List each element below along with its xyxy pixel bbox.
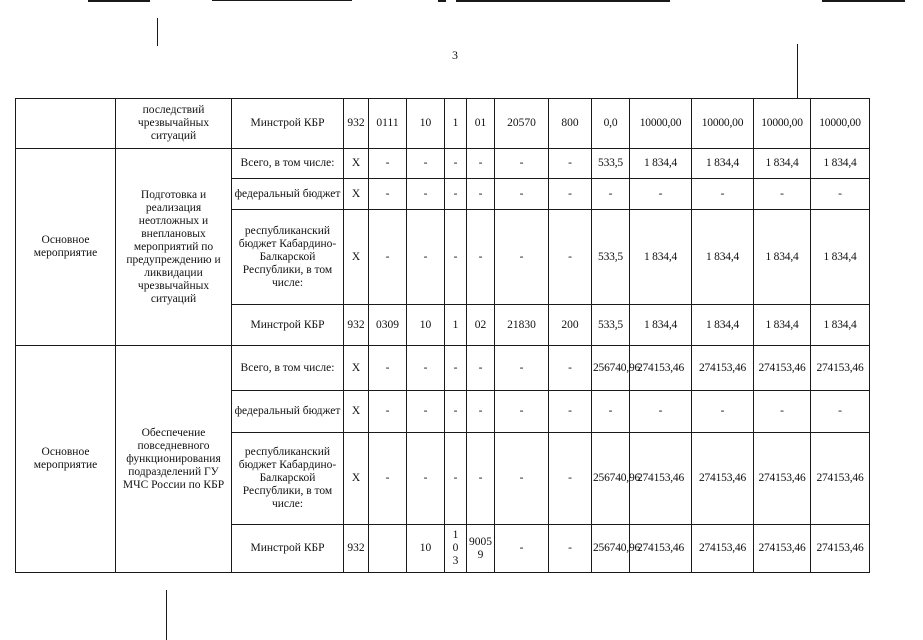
- amount-cell: -: [754, 391, 811, 433]
- amount-cell: 256740,96: [592, 525, 630, 573]
- table-row: [16, 346, 923, 391]
- vr-cell: -: [549, 433, 592, 525]
- rzpr-cell: [369, 525, 407, 573]
- scan-line: [456, 0, 670, 2]
- program-cell: 10: [407, 305, 445, 346]
- direction-cell: -: [495, 179, 549, 210]
- amount-cell: -: [811, 391, 870, 433]
- amount-cell: 533,5: [592, 149, 630, 179]
- program-cell: 10: [407, 99, 445, 149]
- vr-cell: -: [549, 149, 592, 179]
- grbs-cell: X: [344, 391, 369, 433]
- source-cell: Всего, в том числе:: [232, 346, 344, 391]
- type-cell: Основное мероприятие: [16, 346, 116, 573]
- amount-cell: 1 834,4: [754, 305, 811, 346]
- rzpr-cell: -: [369, 149, 407, 179]
- source-cell: федеральный бюджет: [232, 179, 344, 210]
- amount-cell: 1 834,4: [692, 305, 754, 346]
- scan-line: [88, 0, 150, 2]
- subprogram-cell: 1: [445, 305, 467, 346]
- subprogram-cell: -: [445, 391, 467, 433]
- event-cell: -: [467, 149, 495, 179]
- program-cell: -: [407, 346, 445, 391]
- amount-cell: 10000,00: [754, 99, 811, 149]
- subprogram-cell: -: [445, 210, 467, 305]
- source-cell: республиканский бюджет Кабардино-Балкарской Республики, в том числе:: [232, 433, 344, 525]
- source-cell: Минстрой КБР: [232, 525, 344, 573]
- amount-cell: -: [630, 179, 692, 210]
- direction-cell: -: [495, 149, 549, 179]
- grbs-cell: 932: [344, 99, 369, 149]
- source-cell: Минстрой КБР: [232, 99, 344, 149]
- rzpr-cell: -: [369, 210, 407, 305]
- amount-cell: 274153,46: [811, 525, 870, 573]
- source-cell: федеральный бюджет: [232, 391, 344, 433]
- vr-cell: -: [549, 346, 592, 391]
- amount-cell: 274153,46: [754, 346, 811, 391]
- amount-cell: 1 834,4: [754, 210, 811, 305]
- grbs-cell: X: [344, 149, 369, 179]
- grbs-cell: X: [344, 346, 369, 391]
- program-cell: -: [407, 179, 445, 210]
- amount-cell: -: [811, 179, 870, 210]
- amount-cell: 274153,46: [630, 346, 692, 391]
- vr-cell: 800: [549, 99, 592, 149]
- source-cell: Минстрой КБР: [232, 305, 344, 346]
- event-cell: 9005 9: [467, 525, 495, 573]
- scan-line: [157, 18, 158, 46]
- type-cell: [16, 99, 116, 149]
- rzpr-cell: -: [369, 346, 407, 391]
- amount-cell: 0,0: [592, 99, 630, 149]
- direction-cell: -: [495, 346, 549, 391]
- grbs-cell: 932: [344, 525, 369, 573]
- amount-cell: 274153,46: [754, 433, 811, 525]
- event-cell: -: [467, 433, 495, 525]
- table-row: [16, 99, 923, 149]
- program-cell: -: [407, 210, 445, 305]
- subprogram-cell: -: [445, 179, 467, 210]
- amount-cell: 1 834,4: [630, 149, 692, 179]
- amount-cell: 274153,46: [692, 433, 754, 525]
- event-cell: -: [467, 391, 495, 433]
- vr-cell: -: [549, 210, 592, 305]
- direction-cell: 21830: [495, 305, 549, 346]
- amount-cell: 274153,46: [811, 346, 870, 391]
- event-cell: -: [467, 210, 495, 305]
- amount-cell: 10000,00: [811, 99, 870, 149]
- vr-cell: 200: [549, 305, 592, 346]
- type-cell: Основное мероприятие: [16, 149, 116, 346]
- amount-cell: 1 834,4: [811, 210, 870, 305]
- amount-cell: 10000,00: [630, 99, 692, 149]
- amount-cell: 1 834,4: [754, 149, 811, 179]
- event-cell: -: [467, 346, 495, 391]
- amount-cell: 1 834,4: [811, 149, 870, 179]
- event-cell: -: [467, 179, 495, 210]
- amount-cell: -: [754, 179, 811, 210]
- rzpr-cell: 0111: [369, 99, 407, 149]
- subprogram-cell: 1: [445, 99, 467, 149]
- scan-line: [797, 44, 798, 98]
- scan-line: [438, 0, 446, 2]
- grbs-cell: X: [344, 179, 369, 210]
- amount-cell: 274153,46: [692, 525, 754, 573]
- amount-cell: 274153,46: [754, 525, 811, 573]
- amount-cell: -: [592, 391, 630, 433]
- grbs-cell: X: [344, 210, 369, 305]
- program-cell: -: [407, 391, 445, 433]
- amount-cell: 1 834,4: [630, 210, 692, 305]
- amount-cell: 533,5: [592, 305, 630, 346]
- event-cell: 02: [467, 305, 495, 346]
- amount-cell: 256740,96: [592, 433, 630, 525]
- grbs-cell: X: [344, 433, 369, 525]
- direction-cell: -: [495, 525, 549, 573]
- vr-cell: -: [549, 525, 592, 573]
- direction-cell: -: [495, 391, 549, 433]
- amount-cell: 1 834,4: [692, 210, 754, 305]
- amount-cell: 1 834,4: [630, 305, 692, 346]
- subprogram-cell: 1 0 3: [445, 525, 467, 573]
- amount-cell: 256740,96: [592, 346, 630, 391]
- event-cell: 01: [467, 99, 495, 149]
- grbs-cell: 932: [344, 305, 369, 346]
- vr-cell: -: [549, 391, 592, 433]
- subprogram-cell: -: [445, 433, 467, 525]
- amount-cell: 10000,00: [692, 99, 754, 149]
- purpose-cell: последствий чрезвычайных ситуаций: [116, 99, 232, 149]
- amount-cell: 274153,46: [811, 433, 870, 525]
- rzpr-cell: 0309: [369, 305, 407, 346]
- rzpr-cell: -: [369, 179, 407, 210]
- subprogram-cell: -: [445, 149, 467, 179]
- source-cell: Всего, в том числе:: [232, 149, 344, 179]
- table-row: [16, 149, 923, 179]
- budget-table: [15, 98, 923, 573]
- amount-cell: -: [630, 391, 692, 433]
- subprogram-cell: -: [445, 346, 467, 391]
- scan-line: [212, 0, 352, 1]
- program-cell: 10: [407, 525, 445, 573]
- source-cell: республиканский бюджет Кабардино-Балкарской Республики, в том числе:: [232, 210, 344, 305]
- direction-cell: -: [495, 433, 549, 525]
- purpose-cell: Подготовка и реализация неотложных и внеплановых мероприятий по предупреждению и ликвидации чрезвычайных ситуаций: [116, 149, 232, 346]
- amount-cell: 274153,46: [630, 525, 692, 573]
- purpose-cell: Обеспечение повседневного функционирования подразделений ГУ МЧС России по КБР: [116, 346, 232, 573]
- scan-line: [822, 0, 905, 2]
- vr-cell: -: [549, 179, 592, 210]
- amount-cell: 533,5: [592, 210, 630, 305]
- amount-cell: -: [692, 179, 754, 210]
- scan-line: [166, 590, 167, 640]
- amount-cell: -: [692, 391, 754, 433]
- direction-cell: 20570: [495, 99, 549, 149]
- rzpr-cell: -: [369, 391, 407, 433]
- program-cell: -: [407, 433, 445, 525]
- program-cell: -: [407, 149, 445, 179]
- amount-cell: -: [592, 179, 630, 210]
- rzpr-cell: -: [369, 433, 407, 525]
- amount-cell: 274153,46: [630, 433, 692, 525]
- amount-cell: 1 834,4: [692, 149, 754, 179]
- page-number: 3: [452, 48, 458, 62]
- amount-cell: 1 834,4: [811, 305, 870, 346]
- amount-cell: 274153,46: [692, 346, 754, 391]
- direction-cell: -: [495, 210, 549, 305]
